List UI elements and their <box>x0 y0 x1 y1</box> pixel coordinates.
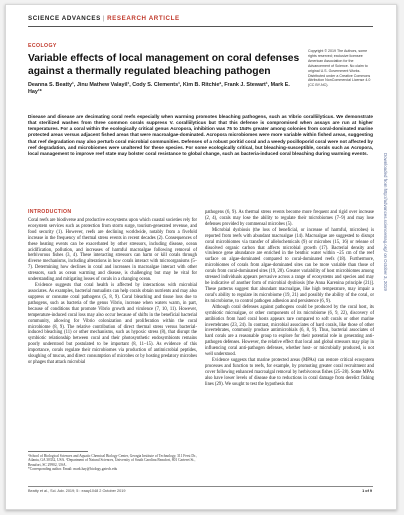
paragraph: pathogens (6, 9). As thermal stress events become more frequent and rigid over increase (2, 4), corals may lose the ability to regulate their microbiomes (7–9) and may lose defenses provided by commensal microbes (5). <box>205 210 374 227</box>
abstract: Disease and disease are decimating coral reefs especially when warming promotes bleaching pathogens, such as Vibrio coralliilyticus. We demonstrate that sterilized washes from three common corals suppress V. coralliilyticus but that this defense is compromised when assays are run at higher temperatures. For a coral within the ecologically critical genus Acropora, inhibition was 75 to 154% greater among colonies from coral-dominated marine protected areas versus adjacent fished areas that were macroalgae-dominated. Acropora microbiomes were more variable within fished areas, suggesting that reef degradation may also perturb coral microbial communities. Defenses of a robust poritid coral and a weedy pocilloporid coral were not affected by reef degradation, and microbiomes were unaltered for these species. For some ecologically critical, but bleaching-susceptible, corals such as Acropora, local management to improve reef state may bolster coral resistance to global change, such as bacteria-induced coral bleaching during warming events. <box>28 114 373 156</box>
header-rule <box>28 26 373 27</box>
page-number: 1 of 9 <box>362 489 372 493</box>
footer-rule <box>28 486 373 487</box>
paragraph: Microbial dysbiosis (the loss of beneficial, or increase of harmful, microbes) is reported from reefs with abundant macroalgae (14). Macroalgae are suggested to disrupt coral microbiomes via transfer of allelochemicals (9) or microbes (15, 16) or release of dissolved organic carbon that affects microbial growth (17). Bacterial density and virulence gene abundance are enriched in the benthic water within ~25 cm of the reef surface on algae-dominated compared to coral-dominated reefs (18). Furthermore, microbiomes of corals from algae-dominated sites can be more variable than those of corals from coral-dominated sites (19, 20). Greater variability of host microbiomes among stressed individuals appears pervasive across a range of ecosystems and species and may be indicative of another form of microbial dysbiosis [the Anna Karenina principle (21)]. These patterns suggest that abundant macroalgae, like high temperature, may impair a coral's ability to regulate its microbiome (19, 21) and possibly the ability of the coral, or its microbiome, to control pathogen adhesion and persistence (6, 9). <box>205 227 374 304</box>
affiliation-footnote: ¹School of Biological Sciences and Aquatic Chemical Biology Center, Georgia Institute of Technology, 311 Ferst Dr., Atlanta, GA 30332, USA. ²Department of Natural Sciences, University of South Carolina Beaufort, 801 Carteret St., Beaufort, SC 29902, USA. <box>28 454 197 467</box>
download-watermark: Downloaded from http://advances.sciencemag.org/ on October 3, 2019 <box>383 153 388 291</box>
introduction-heading: INTRODUCTION <box>28 209 72 215</box>
journal-header <box>28 15 373 22</box>
section-name: RESEARCH ARTICLE <box>107 15 180 22</box>
copyright-notice: Copyright © 2019 The Authors, some rights reserved; exclusive licensee American Association for the Advancement of Science. No claim to original U.S. Government Works. Distributed under a Creative Commons Attribution NonCommercial License 4.0 (CC BY-NC). <box>308 49 371 88</box>
paper-page <box>5 4 397 510</box>
left-column <box>28 210 197 366</box>
paragraph: Evidence suggests that coral health is affected by interactions with microbial associates. As examples, bacterial mutualists can help corals obtain nutrients and may also suppress or consume coral pathogens (5, 8, 9). Coral bleaching and tissue loss due to pathogens, such as bacteria of the genus Vibrio, increase when waters warm, in part, because of conditions that promote Vibrio growth and virulence (7, 10, 11). However, temperature-induced coral loss may also occur because of shifts in the beneficial bacterial community, allowing for Vibrio colonization and proliferation within the coral microbiome (8, 9). The relative contribution of direct thermal stress versus bacterial-induced bleaching (11) or other mechanisms, such as hypoxic stress (8), that disrupt the symbiotic relationship between coral and their photosynthetic endosymbionts remains poorly understood but postulated to be important (8, 11–15). As evidence of this importance, corals regulate their microbiomes via production of antimicrobial peptides, sloughing of mucus, and direct consumption of microbes or by hosting predatory microbes or phages that attack microbial <box>28 283 197 366</box>
article-category: ECOLOGY <box>28 43 57 49</box>
header-separator: | <box>102 15 106 22</box>
paragraph: Although coral defenses against pathogens could be produced by the coral host, its symbiotic microalgae, or other components of its microbiome (6, 9, 22), discovery of antibiotics from hard coral hosts appears rare compared to soft corals or other marine invertebrates (23, 24). In contrast, microbial associates of hard corals, like those of other invertebrates, commonly produce antimicrobials (6, 8, 9). Thus, bacterial associates of hard corals are a reasonable group to explore for their potential role in generating anti-pathogen defenses. However, the relative effect that local and global stressors may play in influencing coral anti-pathogen defenses, whether host- or microbially produced, is not well understood. <box>205 304 374 358</box>
article-title: Variable effects of local management on coral defenses against a thermally regulated bleaching pathogen <box>28 53 300 77</box>
right-column <box>205 210 374 388</box>
footnotes <box>28 454 197 472</box>
footnote-rule <box>28 451 88 452</box>
corresponding-author-footnote: *Corresponding author. Email: mark.hay@biology.gatech.edu <box>28 467 118 472</box>
footer-citation: Beatty et al., Sci. Adv. 2019; 5 : eaay1048 2 October 2019 <box>28 489 126 493</box>
paragraph: Coral reefs are biodiverse and productive ecosystems upon which coastal societies rely for ecosystem services such as protection from storm surge, tourism-generated revenue, and food security (1). However, reefs are declining worldwide, notably from a fivefold increase in the frequency of thermal stress events in recent decades (2). Consequences of these heating events can be exacerbated by other stressors, including disease, ocean acidification, pollution, and increases of harmful macroalgae following removal of herbivorous fishes (3, 4). These interacting stressors can harm or kill corals through diverse mechanisms, including alterations in how corals interact with microorganisms (5–7). Determining how declines in coral and increases in macroalgae interact with other stressors, such as ocean warming and disease, is challenging but may be vital for understanding and mitigating losses of corals in a changing ocean. <box>28 217 197 283</box>
paragraph: Evidence suggests that marine protected areas (MPAs) can restore critical ecosystem processes and function to reefs, for example, by promoting greater coral recruitment and cover following enhanced macroalgal removal by herbivorous fishes (25–28). Some MPAs also have lower levels of disease due to reductions in coral damage from derelict fishing lines (29). We sought to test the hypothesis that <box>205 358 374 387</box>
author-list: Deanna S. Beatty¹, Jinu Mathew Valayil¹, Cody S. Clements¹, Kim B. Ritchie², Frank J. Stewart¹, Mark E. Hay¹* <box>28 82 290 96</box>
journal-name: SCIENCE ADVANCES <box>28 15 101 22</box>
